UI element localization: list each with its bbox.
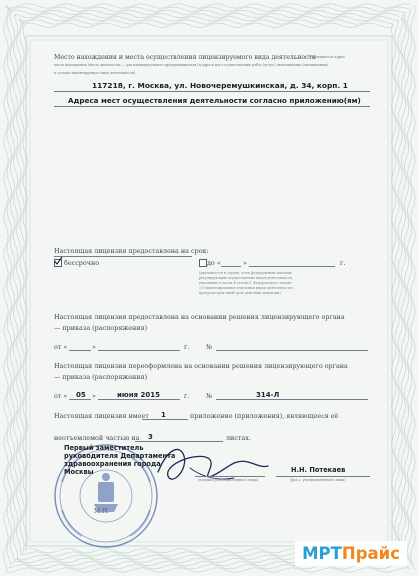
header-small-2: в составе лицензируемого вида деятельности) — [54, 71, 136, 75]
until-suffix: г. — [340, 259, 346, 267]
seal-caption: М.П. — [94, 508, 110, 515]
signature-caption: (подпись уполномоченного лица) — [198, 478, 259, 482]
validity-note-3: указанных в части 4 статьи 1 Федерального закона — [199, 281, 292, 285]
appendix-suffix: приложение (приложения), являющееся её — [190, 412, 339, 420]
reissue-day-line — [69, 399, 91, 400]
signatory-title-4: Москвы — [64, 468, 94, 476]
reissue-ot: от « — [54, 392, 68, 400]
basis-month-line[interactable] — [98, 350, 180, 351]
basis-ot: от « — [54, 343, 68, 351]
basis-year: г. — [184, 343, 190, 351]
reissue-close-quote: » — [92, 392, 96, 400]
reissue-text-2: — приказа (распоряжения) — [54, 373, 148, 381]
basis-text-2: — приказа (распоряжения) — [54, 324, 148, 332]
basis-number-line[interactable] — [216, 350, 368, 351]
validity-note-2: регулирующим осуществление видов деятельности, — [199, 276, 293, 280]
until-day-line[interactable] — [221, 266, 241, 267]
reissue-number: 314-Л — [256, 391, 280, 399]
until-month-line[interactable] — [249, 266, 335, 267]
appendix-pages: 3 — [148, 433, 153, 441]
until-date-checkbox[interactable] — [199, 259, 207, 267]
validity-label: Настоящая лицензия предоставлена на срок: — [54, 247, 209, 255]
validity-note-4: «О лицензировании отдельных видов деятельности», — [199, 286, 295, 290]
address-note: Адреса мест осуществления деятельности согласно приложению(ям) — [68, 96, 361, 105]
address-note-underline — [54, 106, 370, 107]
signatory-title-2: руководителя Департамента — [64, 452, 176, 460]
appendix-line2-suffix: листах. — [226, 434, 251, 442]
header-small-1: места нахождения (место жительства — для индивидуального предпринимателя) и адреса мест осуществления работ (услуг), выполняемых (оказываемых) — [54, 63, 329, 67]
basis-num-label: № — [206, 343, 213, 351]
validity-note-5: предусмотрен иной срок действия лицензии) — [199, 291, 281, 295]
watermark-part-2: Прайс — [341, 544, 400, 563]
name-caption: (ф.и.о. уполномоченного лица) — [290, 478, 346, 482]
until-prefix: до « — [207, 259, 221, 267]
validity-note-1: (указывается в случае, если федеральным законом, — [199, 271, 293, 275]
name-line — [276, 476, 370, 477]
reissue-num-label: № — [206, 392, 213, 400]
signature-line — [195, 476, 265, 477]
mrtprice-watermark — [295, 541, 407, 566]
appendix-line2-prefix: неотъемлемой частью на — [54, 434, 140, 442]
reissue-month-line — [98, 399, 180, 400]
indefinite-label: бессрочно — [64, 259, 100, 267]
reissue-day: 05 — [76, 391, 86, 399]
signatory-title-3: здравоохранения города — [64, 460, 161, 468]
appendix-count-line — [142, 419, 188, 420]
until-mid: » — [243, 259, 247, 267]
reissue-number-line — [216, 399, 368, 400]
appendix-count: 1 — [161, 411, 166, 419]
appendix-prefix: Настоящая лицензия имеет — [54, 412, 149, 420]
check-mark-icon — [53, 256, 63, 266]
address-underline — [54, 91, 370, 92]
basis-close-quote: » — [92, 343, 96, 351]
reissue-text-1: Настоящая лицензия переоформлена на основании решения лицензирующего органа — [54, 362, 348, 370]
header-tail: (указывается адрес — [308, 55, 346, 59]
basis-text-1: Настоящая лицензия предоставлена на основании решения лицензирующего органа — [54, 313, 345, 321]
reissue-month-year: июня 2015 — [117, 391, 160, 399]
header-main: Место нахождения и места осуществления лицензируемого вида деятельности — [54, 54, 317, 61]
signatory-title-1: Первый заместитель — [64, 444, 144, 452]
reissue-year: г. — [184, 392, 190, 400]
watermark-part-1: МРТ — [302, 544, 342, 563]
validity-label-underline — [54, 256, 192, 257]
basis-day-line[interactable] — [69, 350, 91, 351]
address: 117218, г. Москва, ул. Новочеремушкинская, д. 34, корп. 1 — [92, 81, 348, 90]
signatory-name: Н.Н. Потекаев — [291, 466, 346, 474]
